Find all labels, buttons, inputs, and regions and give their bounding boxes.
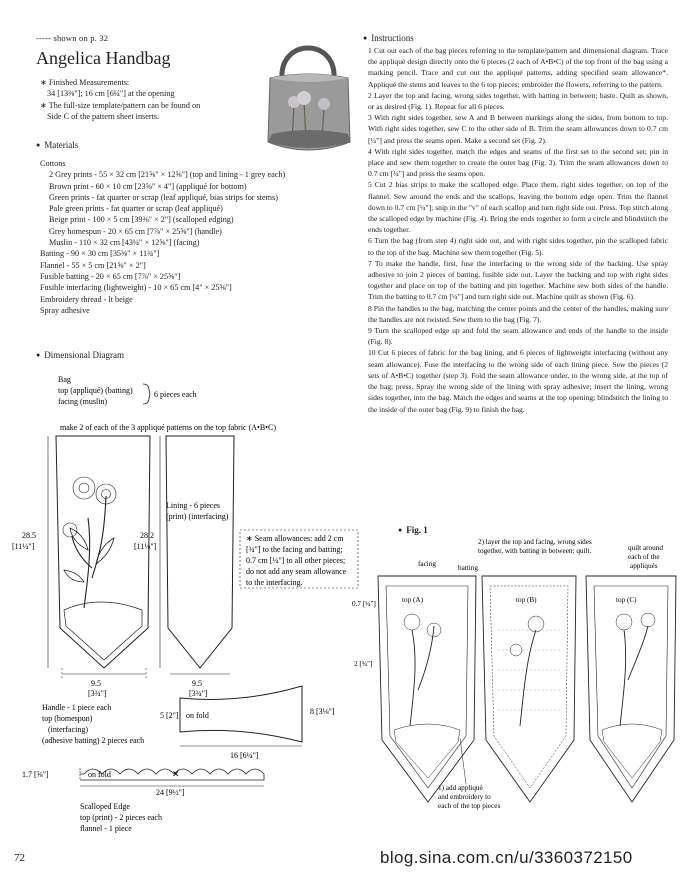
batting-label: batting xyxy=(458,564,478,572)
handle-height2: 8 [3⅛"] xyxy=(310,707,335,716)
seam-note-3: 0.7 cm [¼"] to all other pieces; xyxy=(246,556,346,565)
handle-height: 5 [2"] xyxy=(160,711,179,720)
width2-in: [3¾"] xyxy=(189,689,208,698)
instruction-step: 9 Turn the scalloped edge up and fold the seam allowance and ends of the handle to the inside (Fig. 8). xyxy=(368,326,668,347)
scallop-label-3: flannel - 1 piece xyxy=(80,824,132,833)
seam-note-4: do not add any seam allowance xyxy=(246,567,347,576)
scallop-on-fold: on fold xyxy=(88,770,111,779)
pieces-each-label: 6 pieces each xyxy=(154,390,197,399)
bag-top-piece xyxy=(56,436,150,668)
material-item: Pale green prints - fat quarter or scrap (leaf appliqué) xyxy=(49,204,223,214)
material-item: Flannel - 55 × 5 cm [21⅝" × 2"] xyxy=(40,260,146,270)
width-in: [3¾"] xyxy=(88,689,107,698)
handle-label-4: (adhesive batting) 2 pieces each xyxy=(42,736,145,745)
piece-c-outline xyxy=(586,576,676,802)
finished-measurements xyxy=(40,77,260,122)
applique-note-2: and embroidery to xyxy=(438,793,491,801)
layer-note-2: together, with batting in between; quilt. xyxy=(478,547,592,555)
top-a-label: top (A) xyxy=(402,596,423,604)
instruction-step: 3 With right sides together, sew A and B between markings along the sides, from bottom to top. With right sides together, sew C to the other side of B. Trim the seam allowances down to 0.7 cm [¼"] and press the seams open. Make a second set (Fig. 2). xyxy=(368,113,668,145)
materials-list xyxy=(40,158,330,316)
handle-label-3: (interfacing) xyxy=(48,725,88,734)
blog-watermark: blog.sina.com.cn/u/3360372150 xyxy=(380,848,633,867)
piece-b-outline xyxy=(482,576,576,802)
instruction-step: 2 Layer the top and facing, wrong sides together, with batting in between; baste. Quilt as shown, or as desired (Fig. 1). Repeat for all 6 pieces. xyxy=(368,90,668,112)
flower-stems xyxy=(72,496,106,608)
center-mark: ✕ xyxy=(172,769,180,779)
dimensional-diagram xyxy=(0,368,360,848)
width-cm: 9.5 xyxy=(91,679,101,688)
material-item: Batting - 90 × 30 cm [35⅜" × 11¾"] xyxy=(40,249,160,259)
handle-length: 16 [6¼"] xyxy=(230,751,259,760)
facing-label: facing xyxy=(418,560,436,568)
piece-a-outline xyxy=(378,576,476,802)
scallop-height: 1.7 [⅝"] xyxy=(22,770,49,779)
material-item: Brown print - 60 × 10 cm [23⅝" × 4"] (appliqué for bottom) xyxy=(49,181,247,191)
material-item: Muslin - 110 × 32 cm [43¼" × 12⅝"] (facing) xyxy=(49,238,200,248)
scallop-length: 24 [9½"] xyxy=(156,788,185,797)
instruction-step: 4 With right sides together, match the edges and seams of the first set to the second set; pin in place and sew them together to create the outer bag (Fig. 3). Trim the seam allowances down to 0.7 cm [¼"] and press the seams open. xyxy=(368,146,668,179)
lining-height-in: [11⅛"] xyxy=(134,542,157,551)
page-title: Angelica Handbag xyxy=(36,48,171,68)
seam-note-2: [¾"] to the facing and batting; xyxy=(246,545,343,554)
height-in: [11¼"] xyxy=(12,542,35,551)
quilt-note-3: appliqués xyxy=(630,562,658,570)
bag-label-facing: facing (muslin) xyxy=(58,397,108,406)
handle-label-2: top (homespun) xyxy=(42,714,93,723)
scallop-label-2: top (print) - 2 pieces each xyxy=(80,813,162,822)
top-c-label: top (C) xyxy=(616,596,637,604)
instructions-heading: ● Instructions xyxy=(363,33,414,45)
material-item: Fusible batting - 20 × 65 cm [7⅞" × 25⅝"] xyxy=(40,271,181,281)
dim-top: 0.7 [¼"] xyxy=(352,600,376,608)
diagram-heading: ● Dimensional Diagram xyxy=(36,350,124,362)
page-number: 72 xyxy=(14,852,25,864)
bag-label: Bag xyxy=(58,375,71,384)
material-item: Beige print - 100 × 5 cm [39⅜" × 2"] (scalloped edging) xyxy=(49,215,234,225)
material-item: Embroidery thread - lt beige xyxy=(40,294,133,304)
piece-a-inner xyxy=(386,586,468,788)
instruction-step: 5 Cut 2 bias strips to make the scalloped edge. Place them, right sides together, on top of the flannel. Sew around the ends and the scallops, leaving the bottom edge open. Trim the flannel down to 0.7 cm [¼"]; snip in the "v" of each scallop and turn right side out. Press. Top stitch along the scalloped edge by machine (Fig. 4). Bring the ends together to form a circle and blindstitch the ends together. xyxy=(368,180,668,235)
template-note-line1: ∗ The full-size template/pattern can be found on xyxy=(40,100,201,110)
scallop-label-1: Scalloped Edge xyxy=(80,802,130,811)
lining-piece xyxy=(166,436,234,668)
cottons-label: Cottons xyxy=(40,159,66,168)
material-item: Spray adhesive xyxy=(40,305,90,315)
applique-note-1: 1) add appliqué xyxy=(438,784,483,792)
material-item: Fusible interfacing (lightweight) - 10 × 65 cm [4" × 25⅝"] xyxy=(40,283,232,293)
width2-cm: 9.5 xyxy=(192,679,202,688)
bottom-applique xyxy=(64,602,142,660)
dim-side: 2 [¾"] xyxy=(354,660,373,668)
lining-height-cm: 28.2 xyxy=(140,531,154,540)
template-note-line2: Side C of the pattern sheet inserts. xyxy=(47,111,160,121)
instruction-step: 1 Cut out each of the bag pieces referring to the template/pattern and dimensional diagram. Trace the appliqué design directly onto the 6 pieces (2 each of A•B•C) of the top front of the bag using a marking pencil. Trace and cut out the appliqué patterns, adding specified seam allowance*. Appliqué the stems and leaves to the 6 top pieces; embroider the flowers, referring to the pattern. xyxy=(368,46,668,89)
quilt-note-1: quilt around xyxy=(628,544,663,552)
material-item: 2 Grey prints - 55 × 32 cm [21⅝" × 12⅝"] (top and lining - 1 grey each) xyxy=(49,170,286,180)
lining-label-2: (print) (interfacing) xyxy=(166,512,229,521)
shown-on-reference: ----- shown on p. 32 xyxy=(36,33,109,43)
materials-heading: ● Materials xyxy=(36,140,78,152)
finished-label: ∗ Finished Measurements: xyxy=(40,78,130,87)
bag-label-top: top (appliqué) (batting) xyxy=(58,386,133,395)
handbag-photo xyxy=(252,30,364,158)
finished-value: 34 [13⅜"]; 16 cm [6¼"] at the opening xyxy=(47,89,175,99)
seam-note-1: ∗ Seam allowances: add 2 cm xyxy=(246,534,344,543)
fig1-heading: ● Fig. 1 xyxy=(398,525,428,535)
layer-note-1: 2) layer the top and facing, wrong sides xyxy=(478,538,592,546)
material-item: Grey homespun - 20 × 65 cm [7⅞" × 25⅝"] (handle) xyxy=(49,226,222,236)
applique-note-3: each of the top pieces xyxy=(438,802,501,810)
material-item: Green prints - fat quarter or scrap (leaf appliqué, bias strips for stems) xyxy=(49,192,278,202)
instruction-step: 8 Pin the handles to the bag, matching the center points and the center of the handles, making sure the handles are not twisted. Sew them to the bag (Fig. 7). xyxy=(368,303,668,324)
make-note: make 2 of each of the 3 appliqué patterns on the top fabric (A•B•C) xyxy=(60,423,276,432)
height-cm: 28.5 xyxy=(22,531,36,540)
instruction-step: 10 Cut 6 pieces of fabric for the bag lining, and 6 pieces of lightweight interfacing (without any seam allowance). Fuse the interfacing to the wrong side of each lining piece. Sew the pieces (2 sets of A•B•C) together (step 3). Fold the seam allowance under, to the wrong side, at the top of the bag; press. Spray the wrong side of the lining with spray adhesive; insert the lining, wrong sides together, into the bag. Match the edges and seams at the top opening; blindstitch the lining to the inside of the outer bag (Fig. 9) to finish the bag. xyxy=(368,348,668,414)
quilt-note-2: each of the xyxy=(628,553,660,561)
lining-label: Lining - 6 pieces xyxy=(166,501,220,510)
top-b-label: top (B) xyxy=(516,596,537,604)
handle-on-fold: on fold xyxy=(186,711,209,720)
instructions-body xyxy=(368,45,668,415)
fig1-diagram xyxy=(340,530,690,840)
instruction-step: 7 To make the handle, first, fuse the interfacing to the wrong side of the backing. Use spray adhesive to join 2 pieces of batting, fusible side out. Layer the backing and top with right sides together and place on top of the batting and pin together. Machine sew both sides of the handle. Trim the batting to 0.7 cm [¼"] and turn right side out. Machine quilt as shown (Fig. 6). xyxy=(368,258,668,302)
seam-note-5: to the interfacing. xyxy=(246,578,303,587)
handle-label-1: Handle - 1 piece each xyxy=(42,703,112,712)
instruction-step: 6 Turn the bag (from step 4) right side out, and with right sides together, pin the scalloped fabric to the top of the bag. Machine sew them together (Fig. 5). xyxy=(368,236,668,257)
